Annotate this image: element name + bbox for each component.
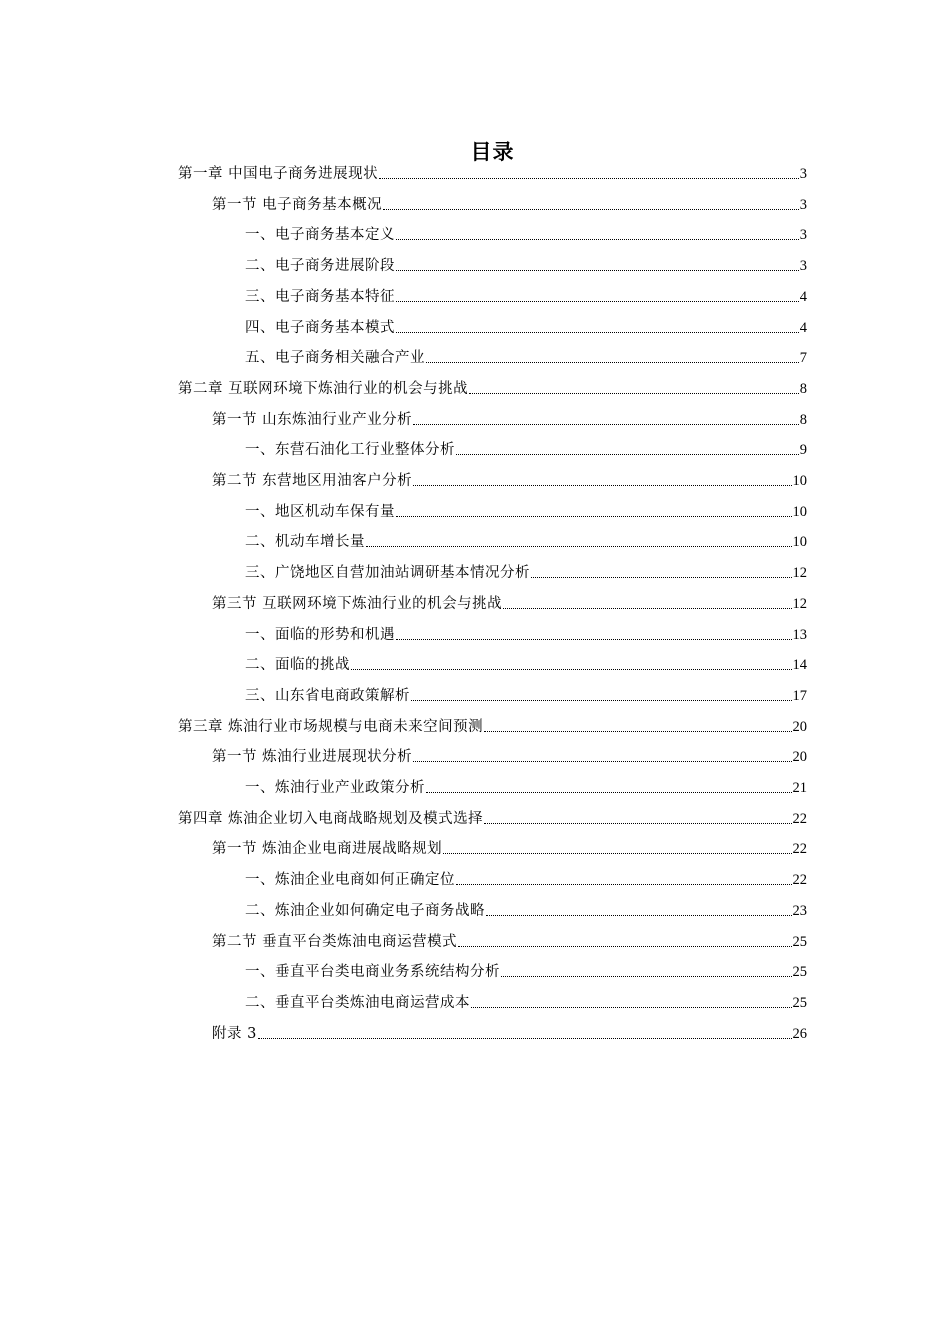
toc-dot-leader [471,1007,792,1008]
toc-dot-leader [411,700,792,701]
toc-dot-leader [501,976,792,977]
toc-entry-label: 第一节 炼油企业电商进展战略规划 [212,841,443,858]
toc-page-number: 25 [792,964,807,981]
toc-entry[interactable] [245,224,807,246]
toc-title: 目录 [470,140,515,164]
toc-dot-leader [351,669,792,670]
toc-entry[interactable] [212,593,807,615]
toc-page-number: 22 [792,810,807,827]
toc-page-number: 14 [792,657,807,674]
toc-entry[interactable] [212,931,807,953]
toc-dot-leader [426,362,799,363]
toc-entry[interactable] [245,777,807,799]
toc-page-number: 10 [792,534,807,551]
toc-dot-leader [469,393,799,394]
toc-page-number: 22 [792,872,807,889]
toc-entry[interactable] [245,501,807,523]
toc-dot-leader [458,946,791,947]
toc-page-number: 25 [792,994,807,1011]
toc-entry[interactable] [245,869,807,891]
toc-entry[interactable] [245,286,807,308]
toc-entry[interactable] [245,992,807,1014]
toc-entry[interactable] [212,1023,807,1045]
toc-dot-leader [258,1038,792,1039]
toc-entry[interactable] [212,470,807,492]
toc-entry[interactable] [245,900,807,922]
toc-entry-label: 一、炼油行业产业政策分析 [245,780,425,796]
toc-page-number: 3 [799,166,807,182]
toc-entry-label: 一、炼油企业电商如何正确定位 [245,872,455,889]
toc-dot-leader [484,731,791,732]
toc-page-number: 17 [792,687,807,704]
toc-dot-leader [456,884,792,885]
toc-entry[interactable] [245,961,807,983]
toc-entry[interactable] [245,531,807,553]
toc-entry[interactable] [212,409,807,431]
toc-entry-label: 一、电子商务基本定义 [245,227,395,244]
toc-dot-leader [396,270,799,271]
toc-dot-leader [413,761,791,762]
toc-dot-leader [443,853,791,854]
toc-entry-label: 第二节 垂直平台类炼油电商运营模式 [212,933,458,950]
toc-dot-leader [503,608,791,609]
toc-entry-label: 一、面临的形势和机遇 [245,626,395,643]
toc-page-number: 12 [792,595,807,612]
toc-entry[interactable] [178,716,807,738]
toc-entry-label: 二、面临的挑战 [245,657,350,674]
toc-entry[interactable] [212,194,807,216]
toc-page-number: 21 [792,780,807,796]
toc-entry-label: 四、电子商务基本模式 [245,319,395,336]
toc-entry[interactable] [245,624,807,646]
toc-entry[interactable] [178,378,807,400]
toc-page-number: 10 [792,473,807,489]
toc-entry-label: 五、电子商务相关融合产业 [245,350,425,367]
toc-entry-label: 第三章 炼油行业市场规模与电商未来空间预测 [178,718,484,735]
toc-entry-label: 三、广饶地区自营加油站调研基本情况分析 [245,565,530,582]
toc-entry-label: 第二章 互联网环境下炼油行业的机会与挑战 [178,380,469,397]
toc-entry-label: 第二节 东营地区用油客户分析 [212,473,413,489]
toc-page-number: 22 [792,841,807,858]
toc-entry-label: 一、垂直平台类电商业务系统结构分析 [245,964,500,981]
toc-entry-label: 第一节 炼油行业进展现状分析 [212,749,413,766]
toc-entry[interactable] [212,746,807,768]
toc-page-number: 26 [792,1025,807,1042]
toc-dot-leader [383,209,799,210]
toc-entry-label: 二、炼油企业如何确定电子商务战略 [245,902,485,919]
toc-page-number: 4 [799,319,807,336]
toc-page-number: 3 [799,227,807,244]
toc-entry-label: 第一节 山东炼油行业产业分析 [212,411,413,428]
toc-entry[interactable] [245,255,807,277]
toc-entry[interactable] [245,439,807,461]
toc-page-number: 7 [799,350,807,367]
toc-page-number: 10 [792,503,807,520]
toc-entry[interactable] [245,654,807,676]
toc-page-number: 12 [792,565,807,582]
toc-page-number: 3 [799,196,807,213]
toc-entry[interactable] [212,838,807,860]
toc-dot-leader [366,546,792,547]
toc-page-number: 20 [792,749,807,766]
toc-entry-label: 一、地区机动车保有量 [245,503,395,520]
toc-entry-label: 第一节 电子商务基本概况 [212,196,383,213]
toc-page-number: 9 [799,442,807,459]
toc-dot-leader [396,516,792,517]
toc-entry[interactable] [245,347,807,369]
toc-page-number: 13 [792,626,807,643]
toc-entry[interactable] [178,163,807,185]
toc-entry-label: 第三节 互联网环境下炼油行业的机会与挑战 [212,595,503,612]
toc-entry-label: 三、山东省电商政策解析 [245,687,410,704]
toc-dot-leader [484,823,791,824]
toc-dot-leader [426,792,792,793]
toc-dot-leader [396,239,799,240]
toc-dot-leader [456,454,799,455]
toc-dot-leader [379,178,799,179]
toc-entry[interactable] [245,317,807,339]
toc-page-number: 8 [799,411,807,428]
toc-dot-leader [413,424,799,425]
toc-entry[interactable] [178,808,807,830]
toc-dot-leader [396,301,799,302]
toc-dot-leader [486,915,792,916]
toc-entry-label: 附录 3 [212,1025,257,1042]
toc-page-number: 3 [799,258,807,275]
toc-entry-label: 第四章 炼油企业切入电商战略规划及模式选择 [178,810,484,827]
toc-entry-label: 一、东营石油化工行业整体分析 [245,442,455,459]
toc-dot-leader [531,577,792,578]
toc-entry-label: 第一章 中国电子商务进展现状 [178,166,379,182]
toc-page-number: 25 [792,933,807,950]
toc-page-number: 4 [799,288,807,305]
toc-entry-label: 二、机动车增长量 [245,534,365,551]
toc-dot-leader [396,332,799,333]
toc-entry[interactable] [245,685,807,707]
toc-dot-leader [413,485,791,486]
toc-entry-label: 三、电子商务基本特征 [245,288,395,305]
toc-page-number: 8 [799,380,807,397]
toc-entry[interactable] [245,562,807,584]
toc-page-number: 23 [792,902,807,919]
toc-page-number: 20 [792,718,807,735]
toc-dot-leader [396,639,792,640]
toc-entry-label: 二、电子商务进展阶段 [245,258,395,275]
toc-entry-label: 二、垂直平台类炼油电商运营成本 [245,994,470,1011]
